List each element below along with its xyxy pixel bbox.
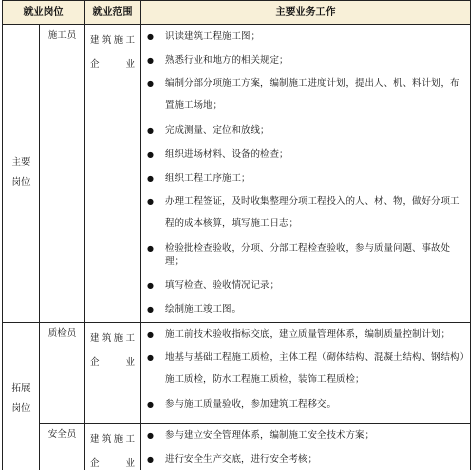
role-scope: 建筑施工企业	[85, 424, 141, 470]
bullet-icon: ●	[147, 56, 154, 65]
duty-list	[141, 424, 471, 470]
category-label: 拓展岗位	[11, 383, 31, 414]
category-extended	[3, 323, 40, 470]
list-item: ● 编制分部分项施工方案，编制施工进度计划，提出人、机、料计划，布置施工场地；	[141, 73, 470, 119]
list-item: ● 检验批检查验收，分项、分部工程检查验收，参与质量问题、事故处理；	[147, 243, 451, 267]
list-item: ● 完成测量、定位和放线；	[147, 125, 270, 136]
table-header-row	[3, 1, 471, 25]
header-position: 就业岗位	[3, 1, 85, 25]
category-label: 主要岗位	[11, 157, 31, 188]
list-item: ● 参与施工质量验收，参加建筑工程移交。	[147, 399, 337, 410]
bullet-icon: ●	[147, 150, 154, 159]
list-item: ● 绘制施工竣工图。	[147, 304, 242, 315]
bullet-icon: ●	[147, 455, 154, 464]
table-row	[3, 25, 471, 323]
role-scope: 建筑施工企业	[85, 25, 141, 323]
role-title: 施工员	[40, 25, 85, 323]
role-title: 质检员	[40, 323, 85, 424]
list-item: ● 识读建筑工程施工图；	[147, 31, 261, 42]
duty-list	[141, 25, 471, 323]
bullet-icon: ●	[147, 400, 154, 409]
bullet-icon: ●	[147, 244, 154, 253]
table-row	[3, 424, 471, 470]
list-item: ● 参与建立安全管理体系，编制施工安全技术方案；	[147, 430, 375, 441]
role-title: 安全员	[40, 424, 85, 470]
bullet-icon: ●	[147, 126, 154, 135]
bullet-icon: ●	[147, 305, 154, 314]
table-row	[3, 323, 471, 424]
list-item: ● 熟悉行业和地方的相关规定；	[147, 55, 289, 66]
duty-list	[141, 323, 471, 424]
list-item: ● 组织工程工序施工；	[147, 173, 251, 184]
list-item: ● 施工前技术验收指标交底，建立质量管理体系，编制质量控制计划；	[147, 329, 451, 340]
header-scope: 就业范围	[85, 1, 141, 25]
bullet-icon: ●	[147, 32, 154, 41]
list-item: ● 进行安全生产交底，进行安全考核；	[147, 454, 318, 465]
category-main	[3, 25, 40, 323]
bullet-icon: ●	[147, 353, 154, 362]
bullet-icon: ●	[147, 330, 154, 339]
role-scope: 建筑施工企业	[85, 323, 141, 424]
list-item: ● 填写检查、验收情况记录；	[147, 280, 280, 291]
bullet-icon: ●	[147, 281, 154, 290]
header-duties: 主要业务工作	[141, 1, 471, 25]
list-item: ● 地基与基础工程施工质检，主体工程（砌体结构、混凝土结构、钢结构）施工质检，防水工程施工质检，装饰工程质检；	[141, 347, 470, 393]
list-item: ● 组织进场材料、设备的检查；	[147, 149, 289, 160]
bullet-icon: ●	[147, 79, 154, 88]
bullet-icon: ●	[147, 197, 154, 206]
bullet-icon: ●	[147, 174, 154, 183]
bullet-icon: ●	[147, 431, 154, 440]
job-positions-table	[2, 0, 471, 470]
list-item: ● 办理工程签证，及时收集整理分项工程投入的人、材、物，做好分项工程的成本核算，填写施工日志；	[141, 191, 470, 237]
